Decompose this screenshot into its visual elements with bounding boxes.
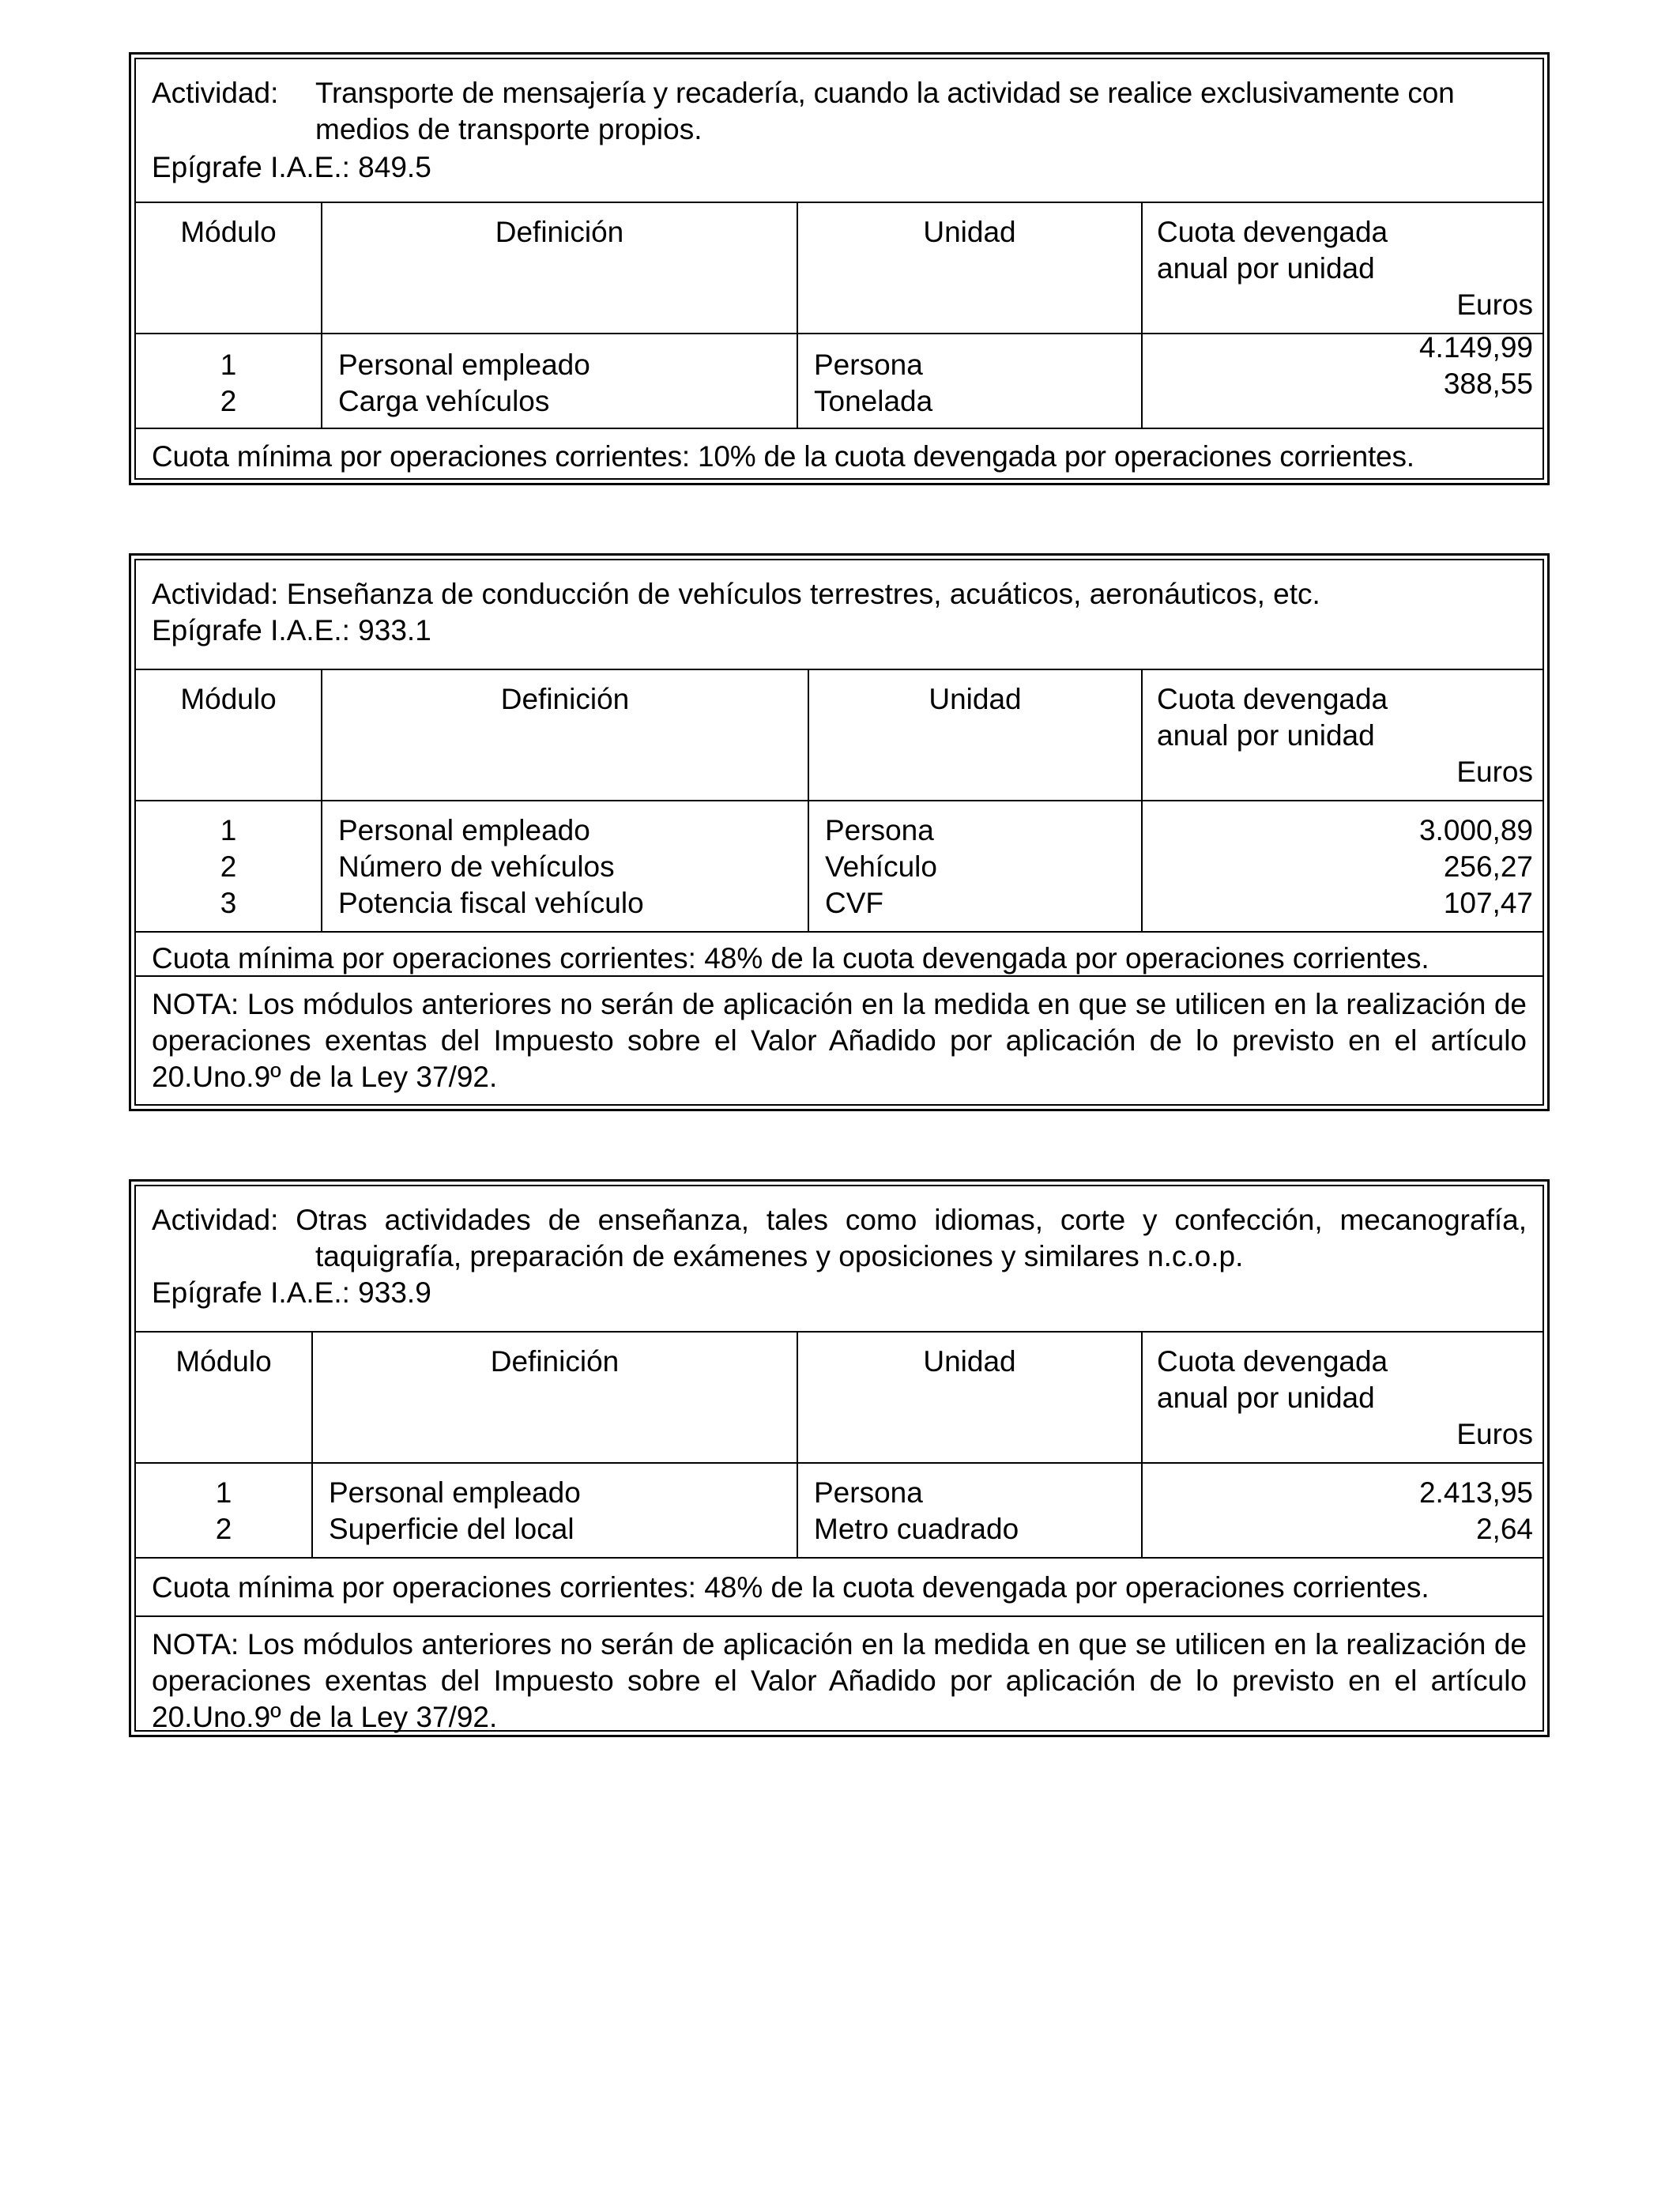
column-divider <box>1141 203 1143 333</box>
header-row <box>136 203 1543 333</box>
cuota-column <box>1143 812 1533 922</box>
table-row: Tonelada <box>814 385 933 417</box>
table-row: Personal empleado <box>338 814 590 846</box>
table-row: Personal empleado <box>338 349 590 381</box>
actividad-section <box>136 1186 1543 1331</box>
header-modulo: Módulo <box>180 216 277 248</box>
header-euros: Euros <box>1456 1418 1533 1450</box>
definicion-column <box>338 347 590 420</box>
epigrafe: Epígrafe I.A.E.: 933.1 <box>152 614 431 647</box>
table-row: 107,47 <box>1443 887 1533 919</box>
definicion-column <box>329 1475 581 1547</box>
header-definicion: Definición <box>495 216 624 248</box>
table-row: Potencia fiscal vehículo <box>338 887 644 919</box>
actividad-section <box>136 59 1543 202</box>
table-row: 388,55 <box>1443 368 1533 400</box>
table-row: Persona <box>814 349 923 381</box>
epigrafe: Epígrafe I.A.E.: 849.5 <box>152 151 431 183</box>
table-row: 3 <box>220 887 237 919</box>
header-definicion: Definición <box>490 1345 620 1378</box>
cuota-column <box>1143 330 1533 402</box>
nota: NOTA: Los módulos anteriores no serán de aplicación en la medida en que se utilicen en la realización de operaciones exentas del Impuesto sobre el Valor Añadido por aplicación de lo previsto en el artículo 20.Uno.9º de la Ley 37/92. <box>136 1615 1543 1739</box>
module-grid <box>136 202 1543 428</box>
table-inner <box>134 559 1544 1106</box>
table-row: Persona <box>814 1476 923 1509</box>
table-row: 2 <box>220 850 237 883</box>
table-row: 1 <box>215 1476 232 1509</box>
header-unidad: Unidad <box>923 1345 1016 1378</box>
table-row: 2,64 <box>1475 1513 1533 1545</box>
table-row: Número de vehículos <box>338 850 615 883</box>
actividad-text: Actividad: Otras actividades de enseñanza, tales como idiomas, corte y confección, mecanografía, taquigrafía, preparación de exámenes y oposiciones y similares n.c.o.p. <box>152 1204 1527 1272</box>
epigrafe: Epígrafe I.A.E.: 933.9 <box>152 1276 431 1309</box>
data-rows <box>136 1462 1543 1557</box>
header-row <box>136 1333 1543 1462</box>
column-divider <box>1141 1333 1143 1462</box>
table-row: 3.000,89 <box>1418 814 1533 846</box>
modulo-column <box>136 347 321 420</box>
table-row: Persona <box>825 814 934 846</box>
table-row: CVF <box>825 887 883 919</box>
table-row: 2.413,95 <box>1418 1476 1533 1509</box>
table-inner <box>134 1185 1544 1732</box>
header-euros: Euros <box>1456 288 1533 321</box>
header-cuota: Cuota devengada anual por unidad Euros <box>1157 681 1533 790</box>
cuota-minima: Cuota mínima por operaciones corrientes: 10% de la cuota devengada por operaciones corrientes. <box>136 428 1543 480</box>
header-unidad: Unidad <box>929 683 1022 715</box>
module-table-933-9 <box>129 1179 1550 1737</box>
module-table-933-1 <box>129 553 1550 1111</box>
data-rows <box>136 333 1543 428</box>
actividad-section <box>136 560 1543 669</box>
table-row: Carga vehículos <box>338 385 550 417</box>
actividad-text: Actividad: Enseñanza de conducción de vehículos terrestres, acuáticos, aeronáuticos, etc. <box>152 578 1320 610</box>
data-rows <box>136 800 1543 931</box>
table-row: 1 <box>220 349 237 381</box>
table-row: 256,27 <box>1443 850 1533 883</box>
unidad-column <box>825 812 937 922</box>
cuota-column <box>1143 1475 1533 1547</box>
header-cuota: Cuota devengada anual por unidad Euros <box>1157 1344 1533 1453</box>
header-euros: Euros <box>1456 756 1533 788</box>
column-divider <box>1141 670 1143 800</box>
header-cuota: Cuota devengada anual por unidad Euros <box>1157 214 1533 323</box>
header-unidad: Unidad <box>923 216 1016 248</box>
module-grid <box>136 669 1543 931</box>
definicion-column <box>338 812 644 922</box>
header-modulo: Módulo <box>180 683 277 715</box>
actividad-label: Actividad: <box>152 77 279 109</box>
unidad-column <box>814 1475 1019 1547</box>
cuota-minima: Cuota mínima por operaciones corrientes: 48% de la cuota devengada por operaciones corrientes. <box>136 1557 1543 1615</box>
table-row: 2 <box>220 385 237 417</box>
header-modulo: Módulo <box>175 1345 272 1378</box>
cuota-minima: Cuota mínima por operaciones corrientes: 48% de la cuota devengada por operaciones corrientes. <box>136 931 1543 975</box>
modulo-column <box>136 1475 311 1547</box>
table-row: 2 <box>215 1513 232 1545</box>
table-row: Vehículo <box>825 850 937 883</box>
module-table-849-5 <box>129 52 1550 485</box>
table-row: 1 <box>220 814 237 846</box>
module-grid <box>136 1331 1543 1557</box>
table-row: 4.149,99 <box>1418 331 1533 364</box>
nota: NOTA: Los módulos anteriores no serán de aplicación en la medida en que se utilicen en la realización de operaciones exentas del Impuesto sobre el Valor Añadido por aplicación de lo previsto en el artículo 20.Uno.9º de la Ley 37/92. <box>136 975 1543 1099</box>
table-row: Metro cuadrado <box>814 1513 1019 1545</box>
table-row: Personal empleado <box>329 1476 581 1509</box>
table-row: Superficie del local <box>329 1513 574 1545</box>
header-row <box>136 670 1543 800</box>
table-inner <box>134 58 1544 480</box>
modulo-column <box>136 812 321 922</box>
unidad-column <box>814 347 932 420</box>
actividad-text: Transporte de mensajería y recadería, cuando la actividad se realice exclusivamente con medios de transporte propios. <box>315 77 1455 145</box>
header-definicion: Definición <box>500 683 630 715</box>
